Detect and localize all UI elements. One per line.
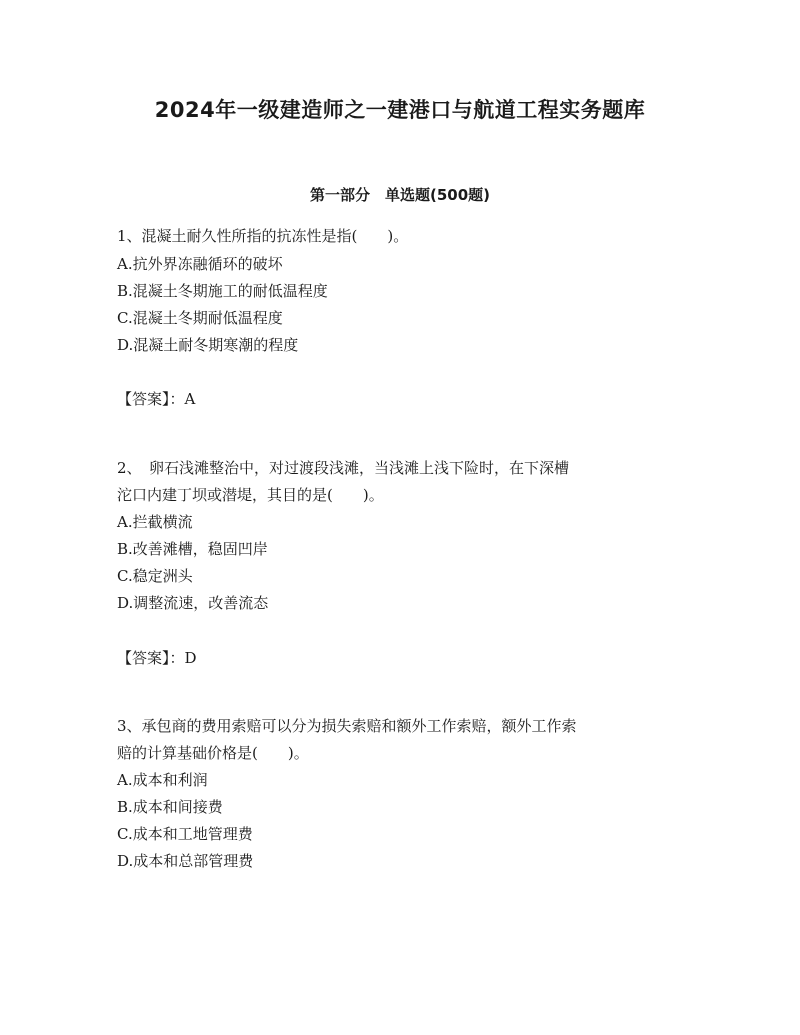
question-2-stem-line-2: 沱口内建丁坝或潜堤，其目的是( )。: [117, 486, 384, 504]
document-title: 2024年一级建造师之一建港口与航道工程实务题库: [154, 98, 646, 122]
question-1-option-b: B.混凝土冬期施工的耐低温程度: [117, 282, 328, 300]
question-2-answer: 【答案】：D: [117, 649, 197, 667]
question-1-answer: 【答案】：A: [117, 390, 196, 408]
question-2-option-b: B.改善滩槽，稳固凹岸: [117, 540, 268, 558]
question-1-option-d: D.混凝土耐冬期寒潮的程度: [117, 336, 299, 354]
section-heading: 第一部分 单选题(500题): [309, 186, 491, 204]
question-1-option-c: C.混凝土冬期耐低温程度: [117, 309, 283, 327]
question-2-option-a: A.拦截横流: [117, 513, 193, 531]
question-3-option-a: A.成本和利润: [117, 771, 208, 789]
question-3-option-c: C.成本和工地管理费: [117, 825, 253, 843]
question-1-option-a: A.抗外界冻融循环的破坏: [117, 255, 283, 273]
question-3-option-d: D.成本和总部管理费: [117, 852, 254, 870]
question-2-stem-line-1: 2、 卵石浅滩整治中，对过渡段浅滩，当浅滩上浅下险时，在下深槽: [117, 459, 570, 477]
question-2-option-c: C.稳定洲头: [117, 567, 193, 585]
question-3-stem-line-2: 赔的计算基础价格是( )。: [117, 744, 309, 762]
question-2-option-d: D.调整流速，改善流态: [117, 594, 269, 612]
question-1-stem: 1、混凝土耐久性所指的抗冻性是指( )。: [117, 227, 409, 245]
question-3-stem-line-1: 3、承包商的费用索赔可以分为损失索赔和额外工作索赔，额外工作索: [117, 717, 577, 735]
question-3-option-b: B.成本和间接费: [117, 798, 223, 816]
